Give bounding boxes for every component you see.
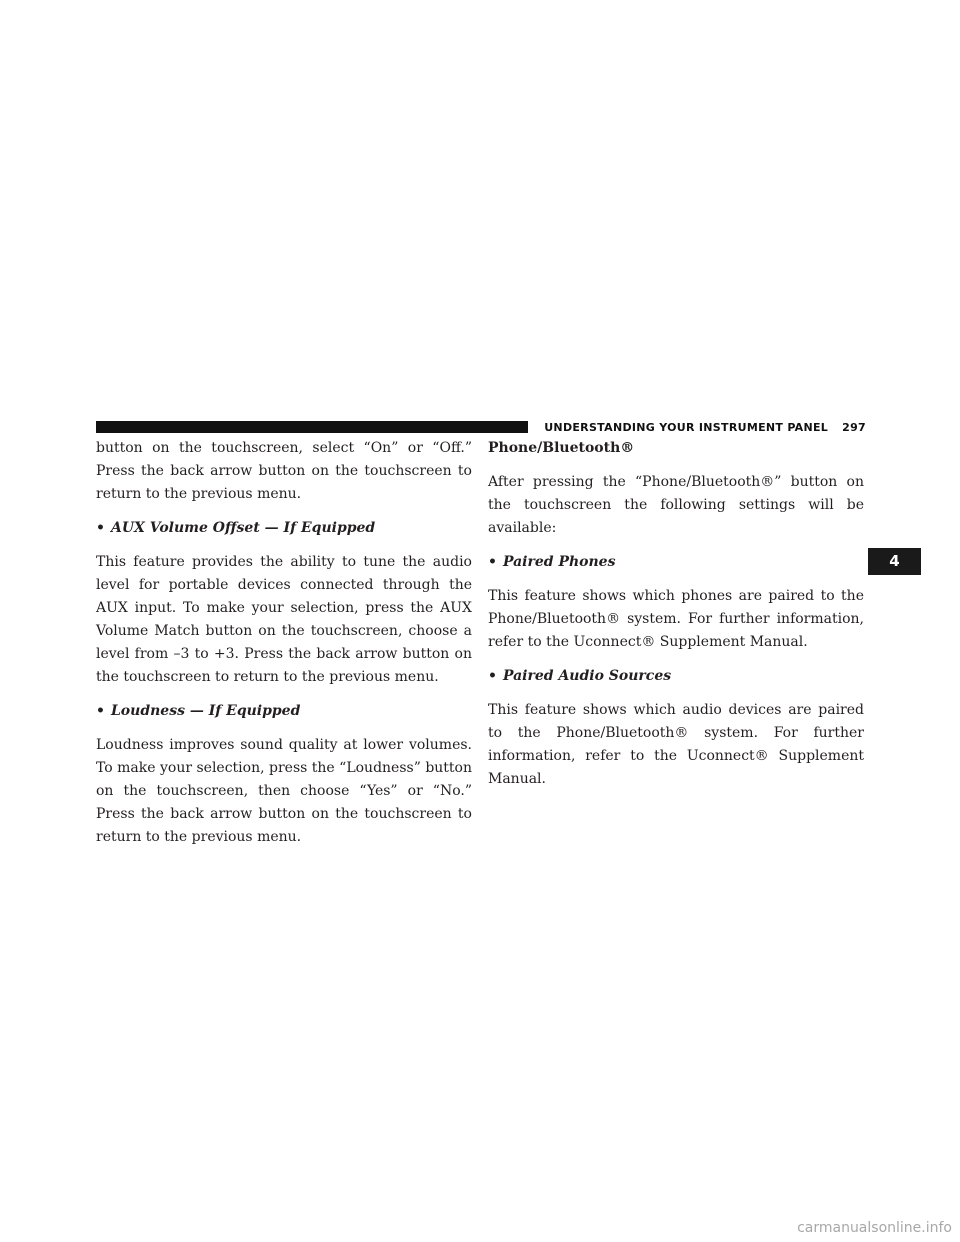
bullet-item-paired-phones bbox=[488, 551, 864, 574]
watermark: carmanualsonline.info bbox=[797, 1220, 952, 1236]
bullet-label: Loudness — If Equipped bbox=[110, 703, 301, 719]
bullet-label: Paired Audio Sources bbox=[502, 668, 672, 684]
paragraph: This feature shows which phones are paired to the Phone/Bluetooth® system. For further information, refer to the Uconnect® Supplement Manual. bbox=[488, 588, 864, 650]
right-column bbox=[488, 437, 864, 802]
paragraph: After pressing the “Phone/Bluetooth®” button on the touchscreen the following settings will be available: bbox=[488, 474, 864, 536]
bullet-label: Paired Phones bbox=[502, 554, 616, 570]
paragraph: button on the touchscreen, select “On” or “Off.” Press the back arrow button on the touchscreen to return to the previous menu. bbox=[96, 440, 472, 502]
paragraph: Loudness improves sound quality at lower volumes. To make your selection, press the “Loudness” button on the touchscreen, then choose “Yes” or “No.” Press the back arrow button on the touchscreen to return to the previous menu. bbox=[96, 737, 472, 845]
bullet-label: AUX Volume Offset — If Equipped bbox=[110, 520, 376, 536]
section-title: UNDERSTANDING YOUR INSTRUMENT PANEL bbox=[544, 420, 829, 434]
section-heading: Phone/Bluetooth® bbox=[488, 440, 635, 456]
chapter-tab: 4 bbox=[868, 548, 921, 575]
paragraph: This feature shows which audio devices are paired to the Phone/Bluetooth® system. For further information, refer to the Uconnect® Supplement Manual. bbox=[488, 702, 864, 787]
bullet-icon: • bbox=[96, 703, 105, 719]
bullet-icon: • bbox=[488, 668, 497, 684]
bullet-item-loudness bbox=[96, 700, 472, 723]
page-number: 297 bbox=[842, 420, 866, 434]
paragraph: This feature provides the ability to tune the audio level for portable devices connected through the AUX input. To make your selection, press the AUX Volume Match button on the touchscreen, choose a level from –3 to +3. Press the back arrow button on the touchscreen to return to the previous menu. bbox=[96, 554, 472, 685]
header-rule bbox=[96, 421, 528, 433]
bullet-item-aux-volume-offset bbox=[96, 517, 472, 540]
page-header bbox=[540, 419, 866, 435]
left-column bbox=[96, 437, 472, 860]
bullet-icon: • bbox=[96, 520, 105, 536]
bullet-icon: • bbox=[488, 554, 497, 570]
bullet-item-paired-audio-sources bbox=[488, 665, 864, 688]
